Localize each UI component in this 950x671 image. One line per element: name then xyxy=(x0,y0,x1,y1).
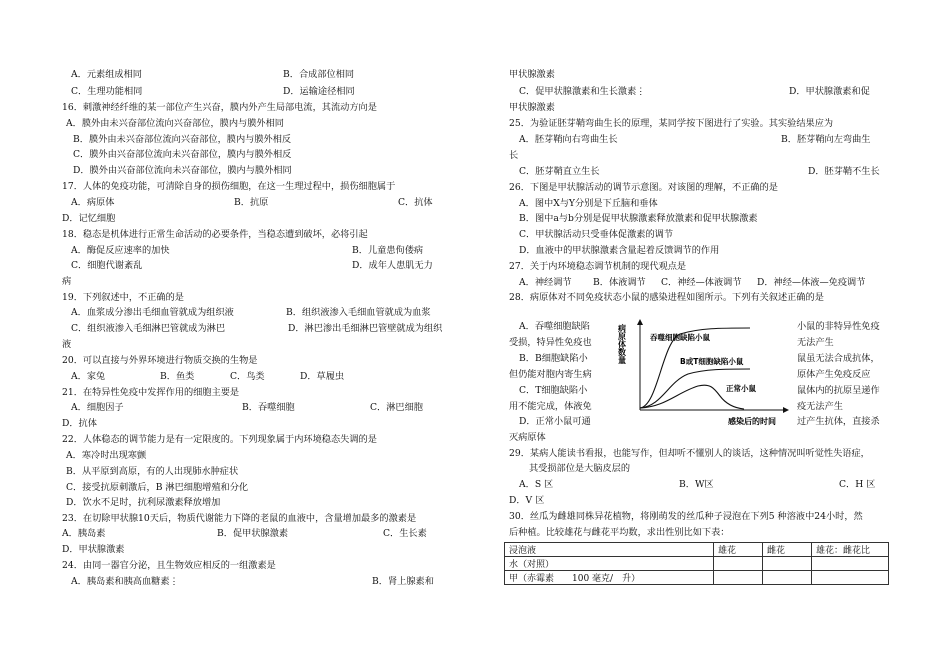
text-line: 16．刺激神经纤维的某一部位产生兴奋，膜内外产生局部电流，其流动方向是 xyxy=(62,102,377,113)
text-line: 过产生抗体，直接杀 xyxy=(797,416,880,427)
text-line: C．组织液渗入毛细淋巴管就成为淋巴 xyxy=(71,323,226,334)
table-cell xyxy=(763,571,812,585)
text-line: C．神经—体液调节 xyxy=(661,277,742,288)
text-line: D．草履虫 xyxy=(300,371,345,382)
text-line: 甲状腺激素 xyxy=(509,102,555,113)
infection-chart xyxy=(610,312,795,437)
text-line: B．W区 xyxy=(679,479,714,490)
result-table xyxy=(504,542,889,585)
text-line: 其受损部位是大脑皮层的 xyxy=(529,463,631,474)
text-line: A．胰岛素 xyxy=(62,528,106,539)
series-label-bt: B或T细胞缺陷小鼠 xyxy=(680,357,744,366)
text-line: D．膜外由兴奋部位流向未兴奋部位，膜内与膜外相同 xyxy=(73,165,292,176)
text-line: C．接受抗原刺激后，B 淋巴细胞增殖和分化 xyxy=(66,482,249,493)
text-line: C．H 区 xyxy=(839,479,876,490)
text-line: A．胚芽鞘向右弯曲生长 xyxy=(519,134,618,145)
text-line: C．细胞代谢紊乱 xyxy=(71,260,143,271)
text-line: 27．关于内环境稳态调节机制的现代观点是 xyxy=(509,261,687,272)
text-line: B．组织液渗入毛细血管就成为血浆 xyxy=(286,307,431,318)
text-line: 30．丝瓜为雌雄同株异花植物，将刚萌发的丝瓜种子浸泡在下列5 种溶液中24小时，然 xyxy=(509,511,863,522)
text-line: D．甲状腺激素和促 xyxy=(789,86,870,97)
text-line: 无法产生 xyxy=(797,337,834,348)
text-line: B．合成部位相同 xyxy=(283,69,355,80)
text-line: B．B细胞缺陷小 xyxy=(519,353,588,364)
table-cell xyxy=(714,571,763,585)
text-line: A．图中X与Y分别是下丘脑和垂体 xyxy=(519,198,658,209)
text-line: C．膜外由兴奋部位流向未兴奋部位，膜内与膜外相反 xyxy=(73,149,292,160)
series-label-phagocyte: 吞噬细胞缺陷小鼠 xyxy=(650,333,710,342)
text-line: D．运输途径相同 xyxy=(283,86,355,97)
text-line: 鼠虽无法合成抗体， xyxy=(797,353,880,364)
text-line: 20．可以直接与外界环境进行物质交换的生物是 xyxy=(62,355,258,366)
text-line: B．胚芽鞘向左弯曲生 xyxy=(781,134,871,145)
text-line: D．记忆细胞 xyxy=(62,213,116,224)
text-line: D．饮水不足时，抗利尿激素释放增加 xyxy=(66,497,221,508)
table-header-cell: 浸泡液 xyxy=(505,543,714,557)
text-line: D．淋巴渗出毛细淋巴管壁就成为组织 xyxy=(288,323,443,334)
text-line: A．血浆成分渗出毛细血管就成为组织液 xyxy=(71,307,234,318)
table-cell xyxy=(714,557,763,571)
text-line: 甲状腺激素 xyxy=(509,69,555,80)
text-line: B．肾上腺素和 xyxy=(372,576,434,587)
text-line: A．膜外由未兴奋部位流向兴奋部位，膜内与膜外相同 xyxy=(66,118,284,129)
text-line: A．吞噬细胞缺陷 xyxy=(519,321,590,332)
text-line: D．V 区 xyxy=(509,495,545,506)
table-header-cell: 雄花：雌花比 xyxy=(812,543,889,557)
table-cell xyxy=(812,557,889,571)
text-line: 21．在特异性免疫中发挥作用的细胞主要是 xyxy=(62,387,240,398)
text-line: B．从平原到高原，有的人出现肺水肿症状 xyxy=(66,466,239,477)
text-line: A．病原体 xyxy=(71,197,115,208)
text-line: C．生理功能相同 xyxy=(71,86,143,97)
text-line: 29．某病人能读书看报，也能写作，但却听不懂别人的谈话，这种情况叫听觉性失语症， xyxy=(509,448,870,459)
y-axis-label: 病原体数量 xyxy=(617,324,627,364)
table-header-cell: 雌花 xyxy=(763,543,812,557)
text-line: 小鼠的非特异性免疫 xyxy=(797,321,880,332)
text-line: A．胰岛素和胰高血糖素⋮ xyxy=(71,576,179,587)
text-line: B．促甲状腺激素 xyxy=(217,528,289,539)
text-line: B．抗原 xyxy=(234,197,269,208)
text-line: C．甲状腺活动只受垂体促激素的调节 xyxy=(519,229,674,240)
table-header-cell: 雄花 xyxy=(714,543,763,557)
text-line: C．促甲状腺激素和生长激素⋮ xyxy=(519,86,646,97)
text-line: D．神经—体液—免疫调节 xyxy=(757,277,866,288)
text-line: D．抗体 xyxy=(62,418,97,429)
text-line: 疫无法产生 xyxy=(797,401,843,412)
text-line: 病 xyxy=(62,276,72,287)
text-line: C．T细胞缺陷小 xyxy=(519,385,588,396)
text-line: C．鸟类 xyxy=(230,371,265,382)
text-line: D．甲状腺激素 xyxy=(62,544,125,555)
text-line: C．淋巴细胞 xyxy=(370,402,423,413)
text-line: 原体产生免疫反应 xyxy=(797,369,871,380)
text-line: B．鱼类 xyxy=(160,371,195,382)
text-line: 24．由同一器官分泌，且生物效应相反的一组激素是 xyxy=(62,560,276,571)
text-line: C．生长素 xyxy=(383,528,427,539)
text-line: 22．人体稳态的调节能力是有一定限度的。下列现象属于内环境稳态失调的是 xyxy=(62,434,377,445)
text-line: B．儿童患佝偻病 xyxy=(352,245,424,256)
text-line: A．细胞因子 xyxy=(71,402,124,413)
table-cell xyxy=(763,557,812,571)
text-line: B．体液调节 xyxy=(593,277,646,288)
text-line: A．S 区 xyxy=(519,479,554,490)
text-line: 液 xyxy=(62,339,72,350)
table-cell xyxy=(812,571,889,585)
table-cell: 水（对照） xyxy=(505,557,714,571)
text-line: 28．病原体对不同免疫状态小鼠的感染进程如图所示。下列有关叙述正确的是 xyxy=(509,292,824,303)
table-row xyxy=(505,557,889,571)
text-line: B．图中a与b分别是促甲状腺激素释放激素和促甲状腺激素 xyxy=(519,213,758,224)
text-line: B．膜外由未兴奋部位流向兴奋部位，膜内与膜外相反 xyxy=(73,134,292,145)
table-header-row xyxy=(505,543,889,557)
text-line: A．家兔 xyxy=(71,371,106,382)
text-line: C．胚芽鞘直立生长 xyxy=(519,166,600,177)
text-line: 25．为验证胚芽鞘弯曲生长的原理，某同学按下图进行了实验。其实验结果应为 xyxy=(509,118,834,129)
text-line: 17．人体的免疫功能，可清除自身的损伤细胞，在这一生理过程中，损伤细胞属于 xyxy=(62,181,396,192)
text-line: 19．下列叙述中，不正确的是 xyxy=(62,292,184,303)
series-label-normal: 正常小鼠 xyxy=(726,384,756,393)
text-line: 鼠体内的抗原呈递作 xyxy=(797,385,880,396)
table-row xyxy=(505,571,889,585)
text-line: 受损，特异性免疫也 xyxy=(509,337,592,348)
text-line: A．神经调节 xyxy=(519,277,572,288)
text-line: 18．稳态是机体进行正常生命活动的必要条件，当稳态遭到破坏，必将引起 xyxy=(62,229,368,240)
text-line: C．抗体 xyxy=(398,197,433,208)
text-line: D．血液中的甲状腺激素含量起着反馈调节的作用 xyxy=(519,245,720,256)
x-axis-label: 感染后的时间 xyxy=(728,417,776,426)
text-line: A．酶促反应速率的加快 xyxy=(71,245,170,256)
text-line: A．元素组成相同 xyxy=(71,69,142,80)
text-line: A．寒冷时出现寒颤 xyxy=(66,450,147,461)
text-line: D．正常小鼠可通 xyxy=(519,416,591,427)
text-line: 后种植。比较雄花与雌花平均数，求出性别比如下表： xyxy=(509,527,730,538)
text-line: 长 xyxy=(509,150,519,161)
text-line: 用不能完成，体液免 xyxy=(509,401,592,412)
text-line: D．成年人患肌无力 xyxy=(352,260,433,271)
text-line: B．吞噬细胞 xyxy=(242,402,295,413)
table-cell: 甲（赤霉素 100 毫克/ 升） xyxy=(505,571,714,585)
text-line: 26．下图是甲状腺活动的调节示意图。对该图的理解，不正确的是 xyxy=(509,182,778,193)
text-line: 灭病原体 xyxy=(509,432,546,443)
text-line: D．胚芽鞘不生长 xyxy=(808,166,880,177)
text-line: 但仍能对胞内寄生病 xyxy=(509,369,592,380)
text-line: 23．在切除甲状腺10天后，物质代谢能力下降的老鼠的血液中，含量增加最多的激素是 xyxy=(62,513,417,524)
